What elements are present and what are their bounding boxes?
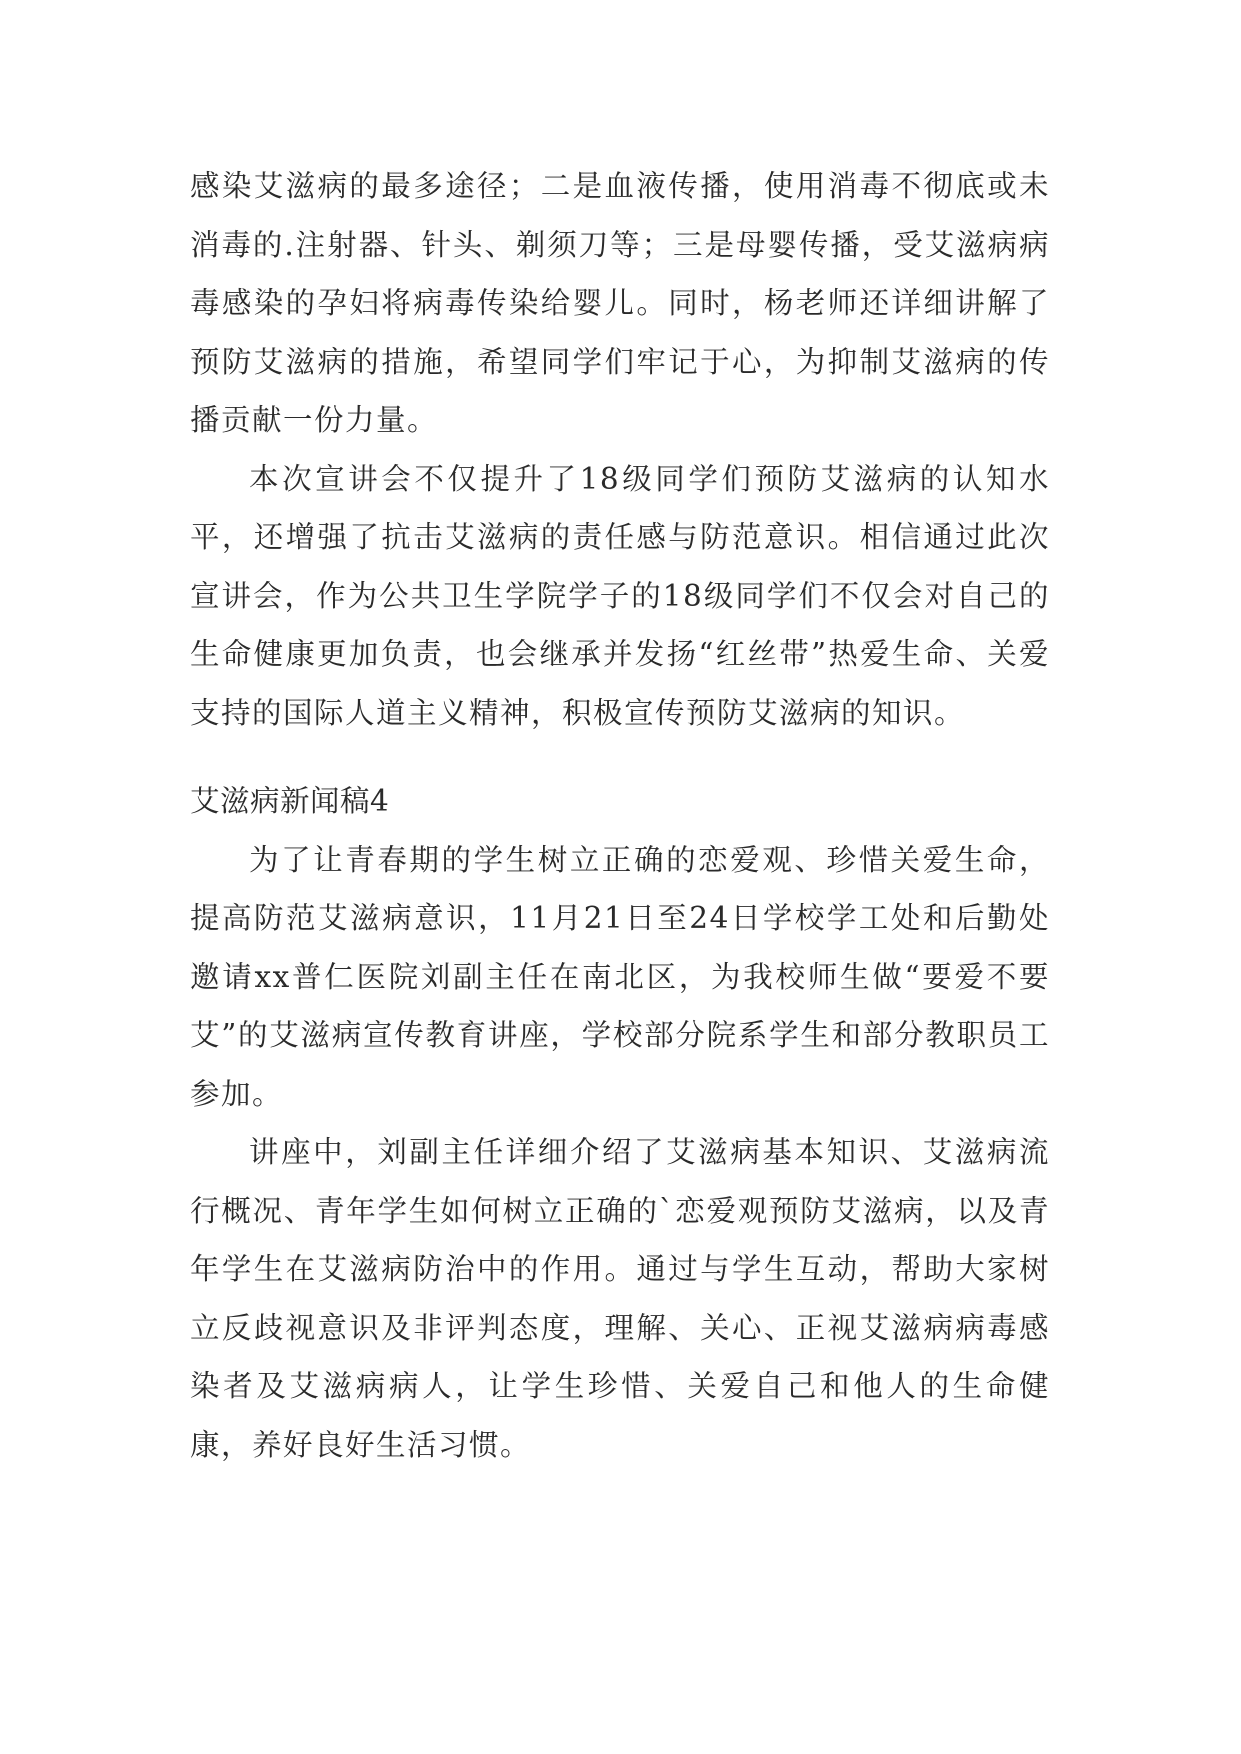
section-paragraph: 为了让青春期的学生树立正确的恋爱观、珍惜关爱生命，提高防范艾滋病意识，11月21日至24日学校学工处和后勤处邀请xx普仁医院刘副主任在南北区，为我校师生做“要爱不要艾”的艾滋病宣传教育讲座，学校部分院系学生和部分教职员工参加。: [190, 842, 1050, 1111]
continuation-paragraph: 感染艾滋病的最多途径；二是血液传播，使用消毒不彻底或未消毒的.注射器、针头、剃须刀等；三是母婴传播，受艾滋病病毒感染的孕妇将病毒传染给婴儿。同时，杨老师还详细讲解了预防艾滋病的措施，希望同学们牢记于心，为抑制艾滋病的传播贡献一份力量。: [190, 169, 1050, 437]
section-paragraph: 讲座中，刘副主任详细介绍了艾滋病基本知识、艾滋病流行概况、青年学生如何树立正确的`恋爱观预防艾滋病，以及青年学生在艾滋病防治中的作用。通过与学生互动，帮助大家树立反歧视意识及非评判态度，理解、关心、正视艾滋病病毒感染者及艾滋病病人，让学生珍惜、关爱自己和他人的生命健康，养好良好生活习惯。: [190, 1135, 1050, 1462]
closing-paragraph: 本次宣讲会不仅提升了18级同学们预防艾滋病的认知水平，还增强了抗击艾滋病的责任感与防范意识。相信通过此次宣讲会，作为公共卫生学院学子的18级同学们不仅会对自己的生命健康更加负责，也会继承并发扬“红丝带”热爱生命、关爱支持的国际人道主义精神，积极宣传预防艾滋病的知识。: [190, 461, 1050, 730]
upper-text-block: [190, 157, 1050, 742]
section-title: 艾滋病新闻稿4: [190, 784, 390, 818]
section-news-4: [190, 772, 1050, 1474]
